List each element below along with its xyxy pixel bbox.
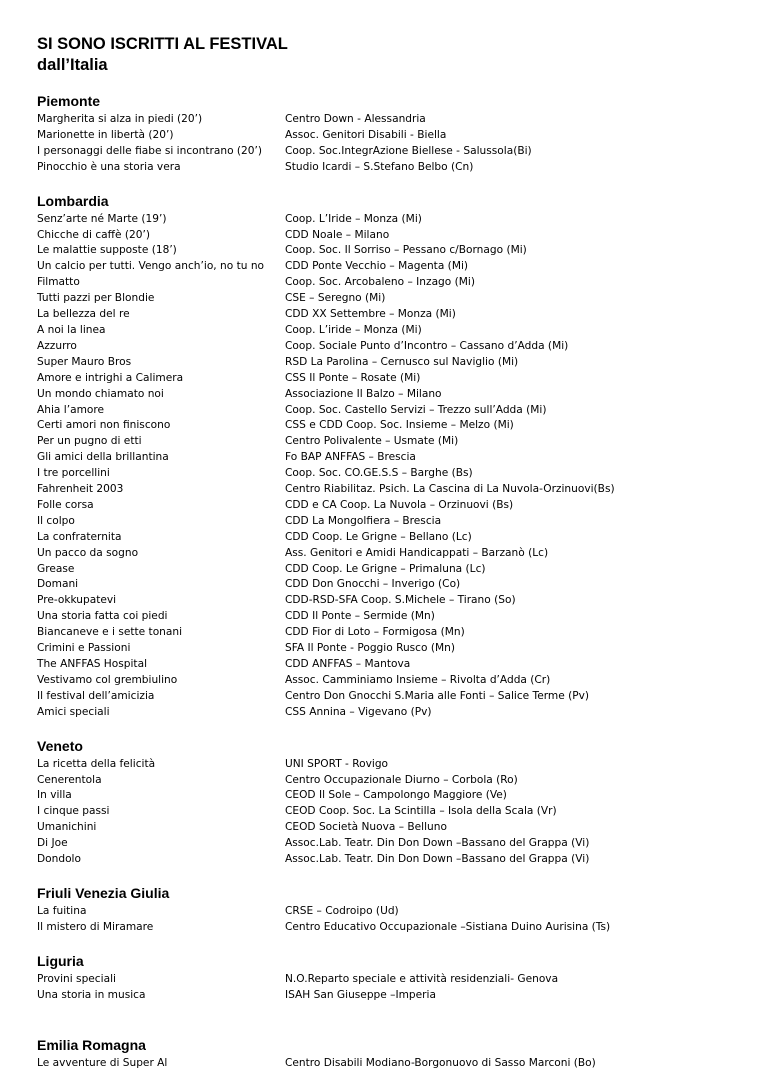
region-heading: Liguria [37, 952, 84, 969]
show-title: Le malattie supposte (18’) [37, 244, 177, 257]
entry-row [37, 562, 737, 578]
organization-name: Coop. Soc. Castello Servizi – Trezzo sull’Adda (Mi) [285, 403, 547, 416]
organization-name: CDD Noale – Milano [285, 228, 390, 241]
organization-name: Ass. Genitori e Amidi Handicappati – Barzanò (Lc) [285, 546, 549, 559]
show-title: Il mistero di Miramare [37, 920, 154, 933]
entry-row [37, 673, 737, 689]
show-title: Certi amori non finiscono [37, 419, 171, 432]
show-title: La ricetta della felicità [37, 757, 156, 770]
show-title: Di Joe [37, 837, 68, 850]
entry-row [37, 243, 737, 259]
show-title: Grease [37, 562, 75, 575]
organization-name: CDD La Mongolfiera – Brescia [285, 514, 442, 527]
organization-name: CEOD Il Sole – Campolongo Maggiore (Ve) [285, 789, 507, 802]
entry-row [37, 307, 737, 323]
organization-name: Coop. Soc. Il Sorriso – Pessano c/Bornago (Mi) [285, 244, 527, 257]
entry-row [37, 403, 737, 419]
entry-row [37, 1056, 737, 1072]
entry-row [37, 593, 737, 609]
organization-name: CSS e CDD Coop. Soc. Insieme – Melzo (Mi) [285, 419, 514, 432]
entry-row [37, 112, 737, 128]
organization-name: CDD XX Settembre – Monza (Mi) [285, 308, 456, 321]
show-title: I tre porcellini [37, 467, 110, 480]
show-title: Pre-okkupatevi [37, 594, 117, 607]
organization-name: Coop. Sociale Punto d’Incontro – Cassano d’Adda (Mi) [285, 339, 569, 352]
entry-row [37, 339, 737, 355]
show-title: Le avventure di Super Al [37, 1056, 168, 1069]
region-section [37, 737, 737, 868]
entry-row [37, 609, 737, 625]
show-title: La confraternita [37, 530, 122, 543]
show-title: Marionette in libertà (20’) [37, 128, 174, 141]
organization-name: CDD Don Gnocchi – Inverigo (Co) [285, 578, 461, 591]
show-title: Fahrenheit 2003 [37, 483, 124, 496]
organization-name: CDD Fior di Loto – Formigosa (Mn) [285, 626, 465, 639]
entry-row [37, 160, 737, 176]
entry-row [37, 434, 737, 450]
entry-row [37, 355, 737, 371]
entry-row [37, 514, 737, 530]
entry-row [37, 275, 737, 291]
organization-name: CDD ANFFAS – Mantova [285, 658, 411, 670]
organization-name: Studio Icardi – S.Stefano Belbo (Cn) [285, 160, 474, 173]
show-title: Un mondo chiamato noi [37, 387, 164, 400]
region-section [37, 92, 737, 176]
show-title: Chicche di caffè (20’) [37, 228, 150, 241]
organization-name: Centro Don Gnocchi S.Maria alle Fonti – Salice Terme (Pv) [285, 689, 590, 702]
show-title: Domani [37, 578, 79, 591]
entry-row [37, 323, 737, 339]
regions-list [37, 92, 737, 1072]
organization-name: Assoc. Camminiamo Insieme – Rivolta d’Adda (Cr) [285, 673, 551, 686]
show-title: Azzurro [37, 339, 77, 352]
show-title: Il colpo [37, 514, 75, 527]
entry-row [37, 291, 737, 307]
show-title: Amici speciali [37, 705, 110, 718]
region-heading: Lombardia [37, 192, 109, 209]
organization-name: Coop. Soc. CO.GE.S.S – Barghe (Bs) [285, 467, 473, 480]
show-title: I personaggi delle fiabe si incontrano (20’) [37, 144, 263, 157]
show-title: Tutti pazzi per Blondie [37, 292, 155, 305]
organization-name: Assoc.Lab. Teatr. Din Don Down –Bassano del Grappa (Vi) [285, 853, 590, 866]
region-heading: Piemonte [37, 93, 101, 109]
organization-name: Centro Disabili Modiano-Borgonuovo di Sasso Marconi (Bo) [285, 1056, 596, 1069]
organization-name: CDD e CA Coop. La Nuvola – Orzinuovi (Bs) [285, 498, 514, 511]
show-title: Il festival dell’amicizia [37, 689, 155, 702]
entry-row [37, 546, 737, 562]
organization-name: ISAH San Giuseppe –Imperia [285, 988, 436, 1001]
show-title: Biancaneve e i sette tonani [37, 626, 183, 639]
entry-row [37, 657, 737, 673]
organization-name: Assoc.Lab. Teatr. Din Don Down –Bassano del Grappa (Vi) [285, 837, 590, 850]
organization-name: Centro Educativo Occupazionale –Sistiana Duino Aurisina (Ts) [285, 920, 611, 933]
region-section [37, 884, 737, 936]
entry-row [37, 577, 737, 593]
entry-row [37, 852, 737, 868]
show-title: Folle corsa [37, 498, 94, 511]
show-title: Senz’arte né Marte (19’) [37, 212, 167, 225]
region-section [37, 1036, 737, 1072]
organization-name: CSE – Seregno (Mi) [285, 292, 386, 305]
show-title: Una storia in musica [37, 988, 146, 1001]
entry-row [37, 450, 737, 466]
show-title: I cinque passi [37, 805, 110, 818]
organization-name: CDD-RSD-SFA Coop. S.Michele – Tirano (So) [285, 594, 516, 607]
entry-row [37, 904, 737, 920]
region-section [37, 192, 737, 721]
show-title: Un pacco da sogno [37, 546, 139, 559]
show-title: Un calcio per tutti. Vengo anch’io, no tu no [37, 260, 265, 273]
entry-row [37, 387, 737, 403]
show-title: Per un pugno di etti [37, 435, 142, 448]
organization-name: Centro Down - Alessandria [285, 113, 426, 125]
organization-name: UNI SPORT - Rovigo [285, 757, 389, 770]
region-heading: Friuli Venezia Giulia [37, 884, 170, 901]
entry-row [37, 418, 737, 434]
show-title: Pinocchio è una storia vera [37, 160, 181, 173]
entry-row [37, 836, 737, 852]
show-title: Provini speciali [37, 972, 116, 985]
organization-name: Centro Riabilitaz. Psich. La Cascina di La Nuvola-Orzinuovi(Bs) [285, 483, 615, 496]
show-title: Amore e intrighi a Calimera [37, 371, 184, 384]
organization-name: Fo BAP ANFFAS – Brescia [285, 451, 416, 464]
entry-row [37, 920, 737, 936]
show-title: The ANFFAS Hospital [37, 658, 148, 670]
organization-name: CSS Annina – Vigevano (Pv) [285, 705, 432, 718]
organization-name: CSS Il Ponte – Rosate (Mi) [285, 371, 421, 384]
organization-name: Assoc. Genitori Disabili - Biella [285, 128, 447, 141]
organization-name: CDD Coop. Le Grigne – Primaluna (Lc) [285, 562, 486, 575]
entry-row [37, 705, 737, 721]
organization-name: Coop. L’Iride – Monza (Mi) [285, 212, 422, 225]
show-title: Ahia l’amore [37, 403, 105, 416]
organization-name: RSD La Parolina – Cernusco sul Naviglio (Mi) [285, 355, 519, 368]
entry-row [37, 820, 737, 836]
entry-row [37, 788, 737, 804]
document-title-line-2: dall’Italia [37, 56, 108, 74]
region-section [37, 952, 737, 1004]
organization-name: Centro Polivalente – Usmate (Mi) [285, 435, 459, 448]
region-heading: Emilia Romagna [37, 1036, 146, 1053]
entry-row [37, 689, 737, 705]
entry-row [37, 212, 737, 228]
organization-name: CDD Coop. Le Grigne – Bellano (Lc) [285, 530, 472, 543]
show-title: Filmatto [37, 276, 80, 289]
show-title: Cenerentola [37, 773, 102, 786]
show-title: Super Mauro Bros [37, 355, 132, 368]
entry-row [37, 482, 737, 498]
region-heading: Veneto [37, 737, 83, 754]
organization-name: N.O.Reparto speciale e attività residenziali- Genova [285, 972, 559, 985]
entry-row [37, 466, 737, 482]
show-title: La fuitina [37, 904, 87, 917]
show-title: Una storia fatta coi piedi [37, 610, 168, 623]
show-title: Vestivamo col grembiulino [37, 673, 178, 686]
show-title: Crimini e Passioni [37, 642, 131, 655]
organization-name: CDD Il Ponte – Sermide (Mn) [285, 610, 435, 623]
show-title: Margherita si alza in piedi (20’) [37, 113, 203, 125]
show-title: In villa [37, 789, 72, 802]
organization-name: Coop. Soc.IntegrAzione Biellese - Salussola(Bi) [285, 144, 532, 157]
show-title: Dondolo [37, 853, 81, 866]
entry-row [37, 498, 737, 514]
entry-row [37, 530, 737, 546]
document-title-line-1: SI SONO ISCRITTI AL FESTIVAL [37, 35, 288, 53]
entry-row [37, 371, 737, 387]
entry-row [37, 988, 737, 1004]
show-title: A noi la linea [37, 323, 106, 336]
entry-row [37, 625, 737, 641]
entry-row [37, 144, 737, 160]
entry-row [37, 128, 737, 144]
organization-name: CRSE – Codroipo (Ud) [285, 904, 399, 917]
organization-name: Centro Occupazionale Diurno – Corbola (Ro) [285, 773, 518, 786]
organization-name: Coop. Soc. Arcobaleno – Inzago (Mi) [285, 276, 475, 289]
entry-row [37, 804, 737, 820]
entry-row [37, 259, 737, 275]
organization-name: Associazione Il Balzo – Milano [285, 387, 442, 400]
document-page [37, 34, 737, 1072]
entry-row [37, 773, 737, 789]
entry-row [37, 228, 737, 244]
show-title: Gli amici della brillantina [37, 451, 169, 464]
entry-row [37, 641, 737, 657]
show-title: Umanichini [37, 821, 97, 834]
entry-row [37, 757, 737, 773]
organization-name: CEOD Coop. Soc. La Scintilla – Isola della Scala (Vr) [285, 805, 557, 818]
organization-name: CEOD Società Nuova – Belluno [285, 821, 447, 834]
organization-name: Coop. L’iride – Monza (Mi) [285, 323, 422, 336]
show-title: La bellezza del re [37, 308, 130, 321]
organization-name: CDD Ponte Vecchio – Magenta (Mi) [285, 260, 469, 273]
organization-name: SFA Il Ponte - Poggio Rusco (Mn) [285, 642, 455, 655]
entry-row [37, 972, 737, 988]
